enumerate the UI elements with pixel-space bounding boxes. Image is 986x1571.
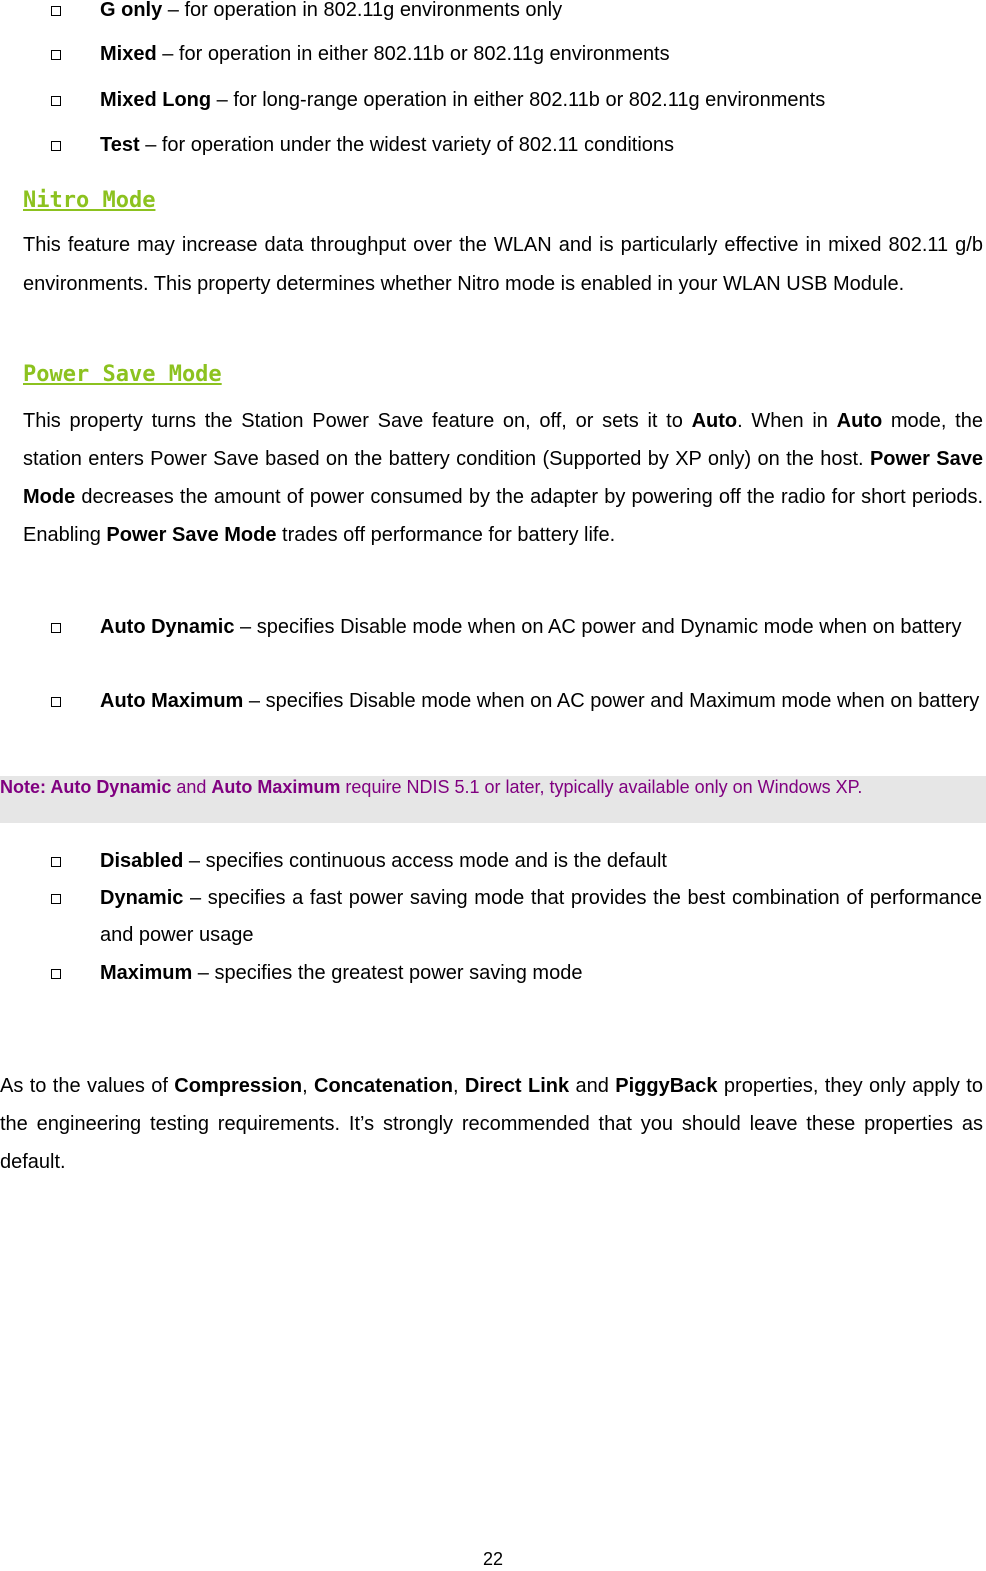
note-text: Note: Auto Dynamic and Auto Maximum require NDIS 5.1 or later, typically available only on Windows XP. xyxy=(0,777,863,797)
nitro-mode-paragraph: This feature may increase data throughput over the WLAN and is particularly effective in mixed 802.11 g/b environments. This property determines whether Nitro mode is enabled in your WLAN USB Module. xyxy=(23,234,983,295)
checkbox-bullet-icon xyxy=(51,50,61,60)
power-save-mode-heading: Power Save Mode xyxy=(23,362,222,387)
checkbox-bullet-icon xyxy=(51,894,61,904)
nitro-mode-heading: Nitro Mode xyxy=(23,188,156,213)
list-item: Test – for operation under the widest variety of 802.11 conditions xyxy=(100,134,675,156)
list-item: G only – for operation in 802.11g environments only xyxy=(100,0,563,21)
checkbox-bullet-icon xyxy=(51,141,61,151)
page-number: 22 xyxy=(482,1549,504,1569)
list-item: Mixed – for operation in either 802.11b or 802.11g environments xyxy=(100,43,670,65)
checkbox-bullet-icon xyxy=(51,969,61,979)
list-item: Auto Dynamic – specifies Disable mode when on AC power and Dynamic mode when on battery xyxy=(100,616,962,638)
checkbox-bullet-icon xyxy=(51,6,61,16)
list-item: Disabled – specifies continuous access mode and is the default xyxy=(100,850,667,872)
list-item: Auto Maximum – specifies Disable mode when on AC power and Maximum mode when on battery xyxy=(100,690,980,712)
list-item: Maximum – specifies the greatest power saving mode xyxy=(100,962,583,984)
checkbox-bullet-icon xyxy=(51,697,61,707)
list-item: Mixed Long – for long-range operation in either 802.11b or 802.11g environments xyxy=(100,89,826,111)
power-save-paragraph: This property turns the Station Power Save feature on, off, or sets it to Auto. When in Auto mode, the station enters Power Save based on the battery condition (Supported by XP only) on the host. Power Save Mode decreases the amount of power consumed by the adapter by powering off the radio for short periods. Enabling Power Save Mode trades off performance for battery life. xyxy=(23,410,983,546)
checkbox-bullet-icon xyxy=(51,623,61,633)
checkbox-bullet-icon xyxy=(51,96,61,106)
checkbox-bullet-icon xyxy=(51,857,61,867)
list-item: Dynamic – specifies a fast power saving mode that provides the best combination of performance and power usage xyxy=(100,887,982,946)
closing-paragraph: As to the values of Compression, Concatenation, Direct Link and PiggyBack properties, they only apply to the engineering testing requirements. It’s strongly recommended that you should leave these properties as default. xyxy=(0,1075,983,1173)
